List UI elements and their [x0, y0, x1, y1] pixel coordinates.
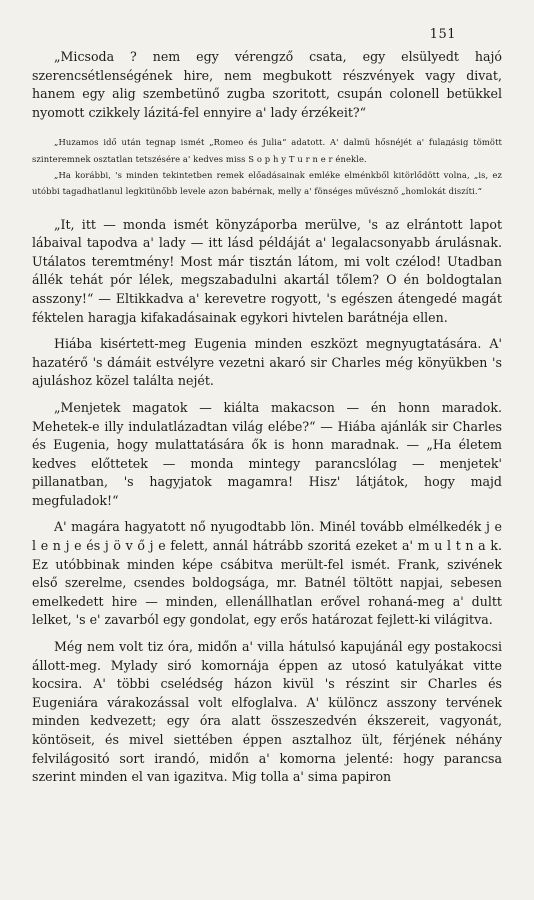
paragraph: „It, itt — monda ismét könyzáporba merülve, 's az elrántott lapot lábaival tapodva a' lady — itt lásd példáját a' legalacsonyabb árulásnak. Utálatos teremtmény! Most már tisztán látom, mi volt czélod! Utadban állék tehát pór lélek, megszabadulni akartál tőlem? O én boldogtalan asszony!“ — Eltikkadva a' kerevetre rogyott, 's egészen átengedé magát féktelen haragja kifakadásainak egykori hivtelen barátnéja ellen. — [32, 216, 502, 325]
paragraph: „Menjetek magatok — kiálta makacson — én honn maradok. Mehetek-e illy indulatlázadtan világ elébe?“ — Hiába ajánlák sir Charles és Eugenia, hogy mulattatására ők is honn maradnak. — „Ha életem kedves előttetek — monda mintegy parancslólag — menjetek' pillanatban, 's hagyjatok magamra! Hisz' látjátok, hogy majd megfuladok!“ — [32, 399, 502, 508]
paragraph: A' magára hagyatott nő nyugodtabb lön. Minél tovább elmélkedék j e l e n j e és j ö v ő j e felett, annál hátrább szoritá ezeket a' m u l t n a k. Ez utóbbinak minden képe csábitva merült-fel ismét. Frank, szivének első szerelme, csendes boldogsága, mr. Batnél töltött napjai, sebesen emelkedett hire — minden, ellenállhatlan erővel rohaná-meg a' dultt lelket, 's e' zavarból egy gondolat, egy erős határozat fejlett-ki világitva. — [32, 519, 502, 628]
page-content — [32, 48, 502, 787]
quoted-notice — [32, 134, 502, 199]
quoted-notice-line: „Ha korábbi, 's minden tekintetben remek előadásainak emléke elménkből kitörlődött volna, „is, ez utóbbi tagadhatlanul legkitünőbb levele azon babérnak, melly a' fönséges művésznő „homlokát diszíti.“ — [32, 169, 502, 197]
paragraph: „Micsoda ? nem egy vérengző csata, egy elsülyedt hajó szerencsétlenségének hire, nem megbukott részvények vagy divat, hanem egy alig szembetünő zugba szoritott, csupán colonell betükkel nyomott czikkely lázitá-fel ennyire a' lady érzékeit?“ — [32, 49, 502, 120]
quoted-notice-line: „Huzamos idő után tegnap ismét „Romeo és Julia“ adatott. A' dalmü hősnéjét a' fulaдásig tömött szinteremnek osztatlan tetszésére a' kedves miss S o p h y T u r n e r énekle. — [32, 137, 502, 164]
paragraph: Még nem volt tiz óra, midőn a' villa hátulsó kapujánál egy postakocsi állott-meg. Mylady siró komornája éppen az utosó katulyákat vitte kocsira. A' többi cselédség házon kivül 's részint sir Charles és Eugeniára várakozással volt elfoglalva. A' különcz asszony tervének minden kedvezett; egy óra alatt összeszedvén ékszereit, vagyonát, köntöseit, és mivel siettében éppen asztalhoz ült, férjének néhány felvilágositó sort irandó, midőn a' komorna jelenté: hogy parancsa szerint minden el van igazitva. Mig tolla a' sima papiron — [32, 639, 502, 785]
paragraph: Hiába kisértett-meg Eugenia minden eszközt megnyugtatására. A' hazatérő 's dámáit estvélyre vezetni akaró sir Charles még könyükben 's ajuláshoz közel találta nejét. — [32, 336, 502, 389]
page-number: 151 — [429, 27, 456, 42]
